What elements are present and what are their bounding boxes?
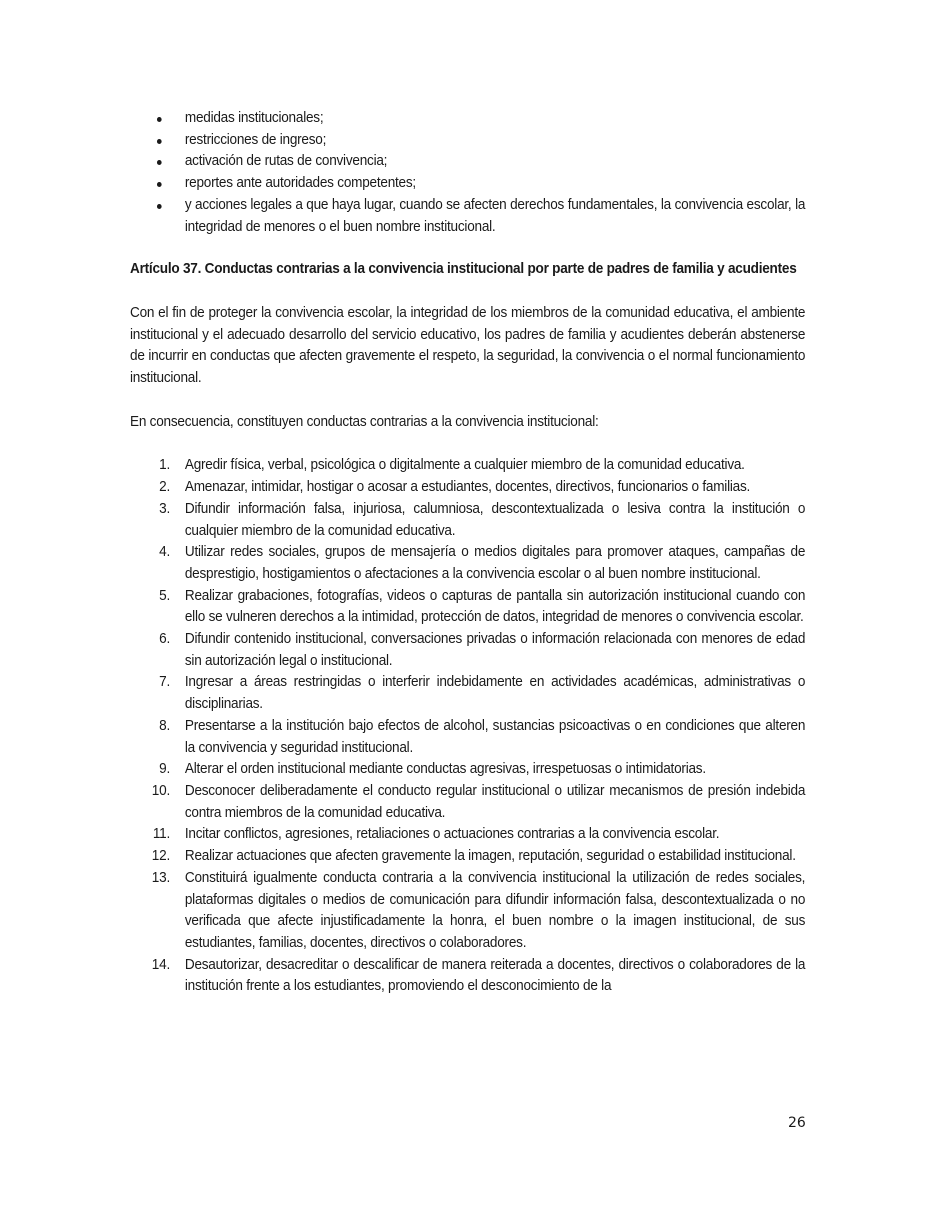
bullet-item: y acciones legales a que haya lugar, cuando se afecten derechos fundamentales, la convivencia escolar, la integridad de menores o el buen nombre institucional.: [130, 195, 805, 238]
item-text: Agredir física, verbal, psicológica o digitalmente a cualquier miembro de la comunidad educativa.: [184, 457, 745, 474]
item-text: Alterar el orden institucional mediante conductas agresivas, irrespetuosas o intimidatorias.: [184, 761, 706, 778]
bullet-item: restricciones de ingreso;: [130, 130, 805, 152]
item-text: Ingresar a áreas restringidas o interferir indebidamente en actividades académicas, administrativas o disciplinarias.: [184, 674, 806, 713]
article-heading: Artículo 37. Conductas contrarias a la convivencia institucional por parte de padres de familia y acudientes: [130, 261, 797, 278]
item-number: 4.: [159, 544, 170, 561]
item-text: Incitar conflictos, agresiones, retaliaciones o actuaciones contrarias a la convivencia escolar.: [184, 826, 720, 843]
list-item: [130, 455, 805, 477]
item-text: Desautorizar, desacreditar o descalificar de manera reiterada a docentes, directivos o colaboradores de la institución frente a los estudiantes, promoviendo el desconocimiento de la: [184, 956, 806, 995]
item-text: Constituirá igualmente conducta contraria a la convivencia institucional la utilización de redes sociales, plataformas digitales o medios de comunicación para difundir información falsa, descontextualizada o no verificada que afecte injustificadamente la honra, el buen nombre o la imagen institucional, de sus estudiantes, familias, docentes, directivos o colaboradores.: [184, 869, 806, 951]
list-item: [130, 824, 805, 846]
document-body: [130, 108, 805, 998]
item-number: 11.: [152, 826, 170, 843]
bullet-dot-icon: [157, 117, 162, 122]
item-number: 6.: [159, 631, 170, 648]
bullet-dot-icon: [157, 204, 162, 209]
item-number: 7.: [159, 674, 170, 691]
article-lead-paragraph: En consecuencia, constituyen conductas contrarias a la convivencia institucional:: [130, 413, 599, 430]
list-item: [130, 716, 805, 759]
bullet-dot-icon: [157, 139, 162, 144]
item-number: 10.: [151, 782, 170, 799]
item-number: 8.: [159, 717, 170, 734]
list-item: [130, 672, 805, 715]
bullet-item: medidas institucionales;: [130, 108, 805, 130]
bullet-dot-icon: [157, 182, 162, 187]
item-number: 13.: [151, 869, 170, 886]
item-number: 1.: [159, 457, 170, 474]
list-item: [130, 759, 805, 781]
bullet-item: activación de rutas de convivencia;: [130, 151, 805, 173]
bullet-dot-icon: [157, 160, 162, 165]
bullet-item: reportes ante autoridades competentes;: [130, 173, 805, 195]
item-number: 5.: [159, 587, 170, 604]
item-text: Realizar actuaciones que afecten gravemente la imagen, reputación, seguridad o estabilidad institucional.: [184, 848, 796, 865]
measures-bullet-list: [130, 108, 805, 238]
item-text: Presentarse a la institución bajo efectos de alcohol, sustancias psicoactivas o en condiciones que alteren la convivencia y seguridad institucional.: [184, 717, 806, 756]
item-number: 14.: [151, 956, 170, 973]
item-number: 3.: [159, 500, 170, 517]
list-item: [130, 586, 805, 629]
conduct-numbered-list: [130, 455, 805, 998]
item-number: 12.: [151, 848, 170, 865]
list-item: [130, 846, 805, 868]
list-item: [130, 477, 805, 499]
item-text: Difundir información falsa, injuriosa, calumniosa, descontextualizada o lesiva contra la institución o cualquier miembro de la comunidad educativa.: [184, 500, 806, 539]
list-item: [130, 542, 805, 585]
list-item: [130, 499, 805, 542]
page-number: 26: [788, 1115, 806, 1131]
list-item: [130, 955, 805, 998]
item-text: Difundir contenido institucional, conversaciones privadas o información relacionada con menores de edad sin autorización legal o institucional.: [184, 631, 806, 669]
item-number: 9.: [159, 761, 170, 778]
item-text: Realizar grabaciones, fotografías, videos o capturas de pantalla sin autorización institucional cuando con ello se vulneren derechos a la intimidad, protección de datos, integridad de menores o convivencia escolar.: [184, 587, 806, 626]
item-text: Desconocer deliberadamente el conducto regular institucional o utilizar mecanismos de presión indebida contra miembros de la comunidad educativa.: [184, 782, 806, 821]
item-text: Utilizar redes sociales, grupos de mensajería o medios digitales para promover ataques, campañas de desprestigio, hostigamientos o afectaciones a la convivencia escolar o al buen nombre institucional.: [184, 544, 806, 582]
list-item: [130, 781, 805, 824]
list-item: [130, 629, 805, 672]
item-number: 2.: [159, 479, 170, 496]
item-text: Amenazar, intimidar, hostigar o acosar a estudiantes, docentes, directivos, funcionarios o familias.: [184, 479, 751, 496]
article-intro-paragraph: Con el fin de proteger la convivencia escolar, la integridad de los miembros de la comunidad educativa, el ambiente institucional y el adecuado desarrollo del servicio educativo, los padres de familia y acudientes deberán abstenerse de incurrir en conductas que afecten gravemente el respeto, la seguridad, la convivencia o el normal funcionamiento institucional.: [130, 304, 806, 387]
list-item: [130, 868, 805, 955]
